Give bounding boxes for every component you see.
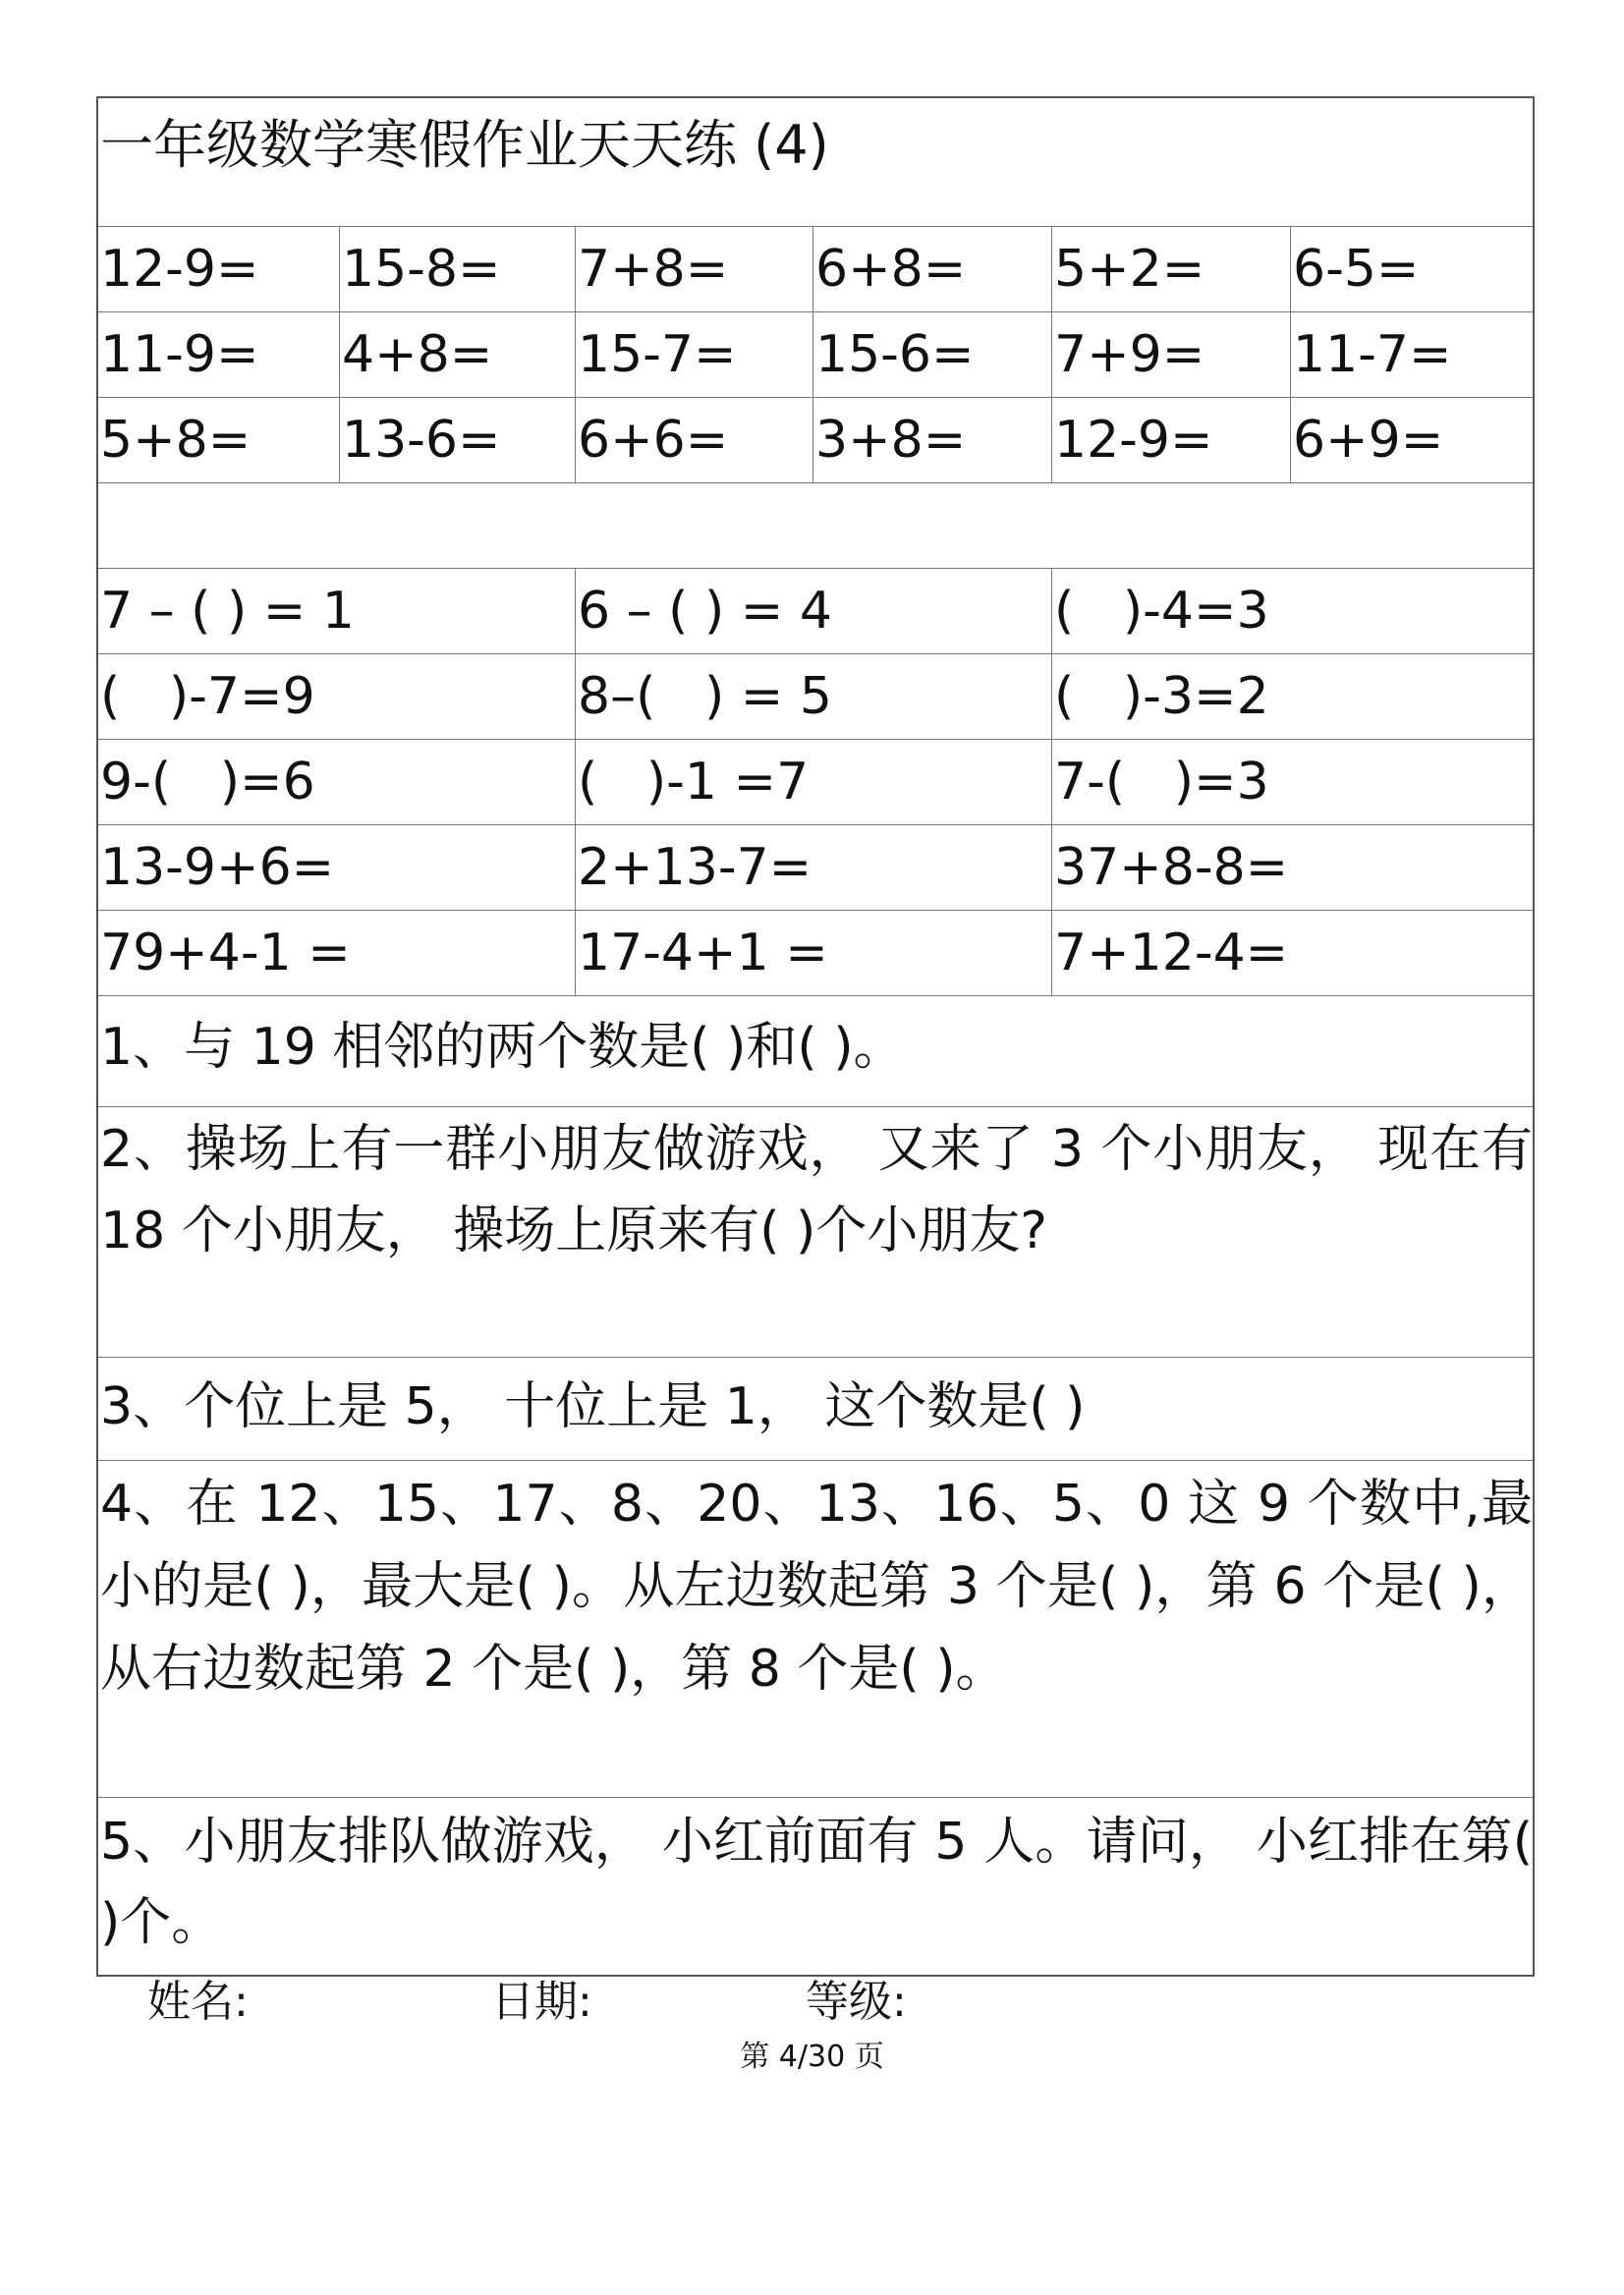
- grid6-row: [98, 226, 1533, 311]
- worksheet-table: [96, 96, 1535, 1977]
- question-2: 2、操场上有一群小朋友做游戏， 又来了 3 个小朋友， 现在有 18 个小朋友， 操场上原来有( )个小朋友?: [100, 1120, 1533, 1260]
- name-label: 姓名:: [147, 1977, 249, 2027]
- problem-cell[interactable]: 37+8-8=: [1051, 825, 1533, 910]
- problem-cell[interactable]: 79+4-1 =: [100, 924, 351, 982]
- question-3: 3、个位上是 5， 十位上是 1， 这个数是( ): [100, 1377, 1086, 1436]
- problem-cell[interactable]: 7+9=: [1051, 312, 1290, 397]
- question-4: 4、在 12、15、17、8、20、13、16、5、0 这 9 个数中,最小的是( )，最大是( )。从左边数起第 3 个是( )，第 6 个是( )，从右边数起第 2 个是( )，第 8 个是( )。: [100, 1475, 1533, 1699]
- problem-cell[interactable]: 5+8=: [100, 411, 252, 470]
- grid3-row: [98, 739, 1533, 824]
- problem-cell[interactable]: 7+8=: [575, 227, 812, 311]
- problem-cell[interactable]: 15-6=: [812, 312, 1051, 397]
- page-number: 第 4/30 页: [740, 2040, 884, 2074]
- problem-cell[interactable]: 6+6=: [575, 398, 812, 482]
- grid3-row: [98, 824, 1533, 910]
- title-row: [98, 98, 1533, 226]
- date-label: 日期:: [491, 1977, 592, 2027]
- grid6-row: [98, 311, 1533, 397]
- worksheet-title: 一年级数学寒假作业天天练 (4): [100, 114, 829, 176]
- problem-cell[interactable]: ( )-4=3: [1051, 569, 1533, 653]
- problem-cell[interactable]: 11-9=: [100, 325, 259, 384]
- blank-cell: [98, 483, 1533, 568]
- problem-cell[interactable]: 5+2=: [1051, 227, 1290, 311]
- problem-cell[interactable]: 17-4+1 =: [575, 911, 1051, 995]
- problem-cell[interactable]: 6+9=: [1290, 398, 1533, 482]
- problem-cell[interactable]: 3+8=: [812, 398, 1051, 482]
- problem-cell[interactable]: 15-8=: [339, 227, 575, 311]
- problem-cell[interactable]: 7-( )=3: [1051, 740, 1533, 824]
- problem-cell[interactable]: 11-7=: [1290, 312, 1533, 397]
- question-row: [98, 1106, 1533, 1357]
- grid3-row: [98, 568, 1533, 653]
- problem-cell[interactable]: 8–( ) = 5: [575, 654, 1051, 739]
- question-row: [98, 1460, 1533, 1797]
- question-row: [98, 1797, 1533, 1975]
- question-row: [98, 1357, 1533, 1460]
- problem-cell[interactable]: 6-5=: [1290, 227, 1533, 311]
- question-5: 5、小朋友排队做游戏， 小红前面有 5 人。请问， 小红排在第( )个。: [100, 1813, 1533, 1952]
- problem-cell[interactable]: 12-9=: [1051, 398, 1290, 482]
- blank-row: [98, 482, 1533, 568]
- question-1: 1、与 19 相邻的两个数是( )和( )。: [100, 1018, 905, 1077]
- problem-cell[interactable]: 6 – ( ) = 4: [575, 569, 1051, 653]
- problem-cell[interactable]: ( )-3=2: [1051, 654, 1533, 739]
- question-row: [98, 995, 1533, 1106]
- problem-cell[interactable]: 13-6=: [339, 398, 575, 482]
- grid6-row: [98, 397, 1533, 482]
- grid3-row: [98, 910, 1533, 995]
- problem-cell[interactable]: 4+8=: [339, 312, 575, 397]
- problem-cell[interactable]: ( )-7=9: [100, 667, 315, 726]
- problem-cell[interactable]: 15-7=: [575, 312, 812, 397]
- problem-cell[interactable]: 12-9=: [100, 240, 259, 299]
- grid3-row: [98, 653, 1533, 739]
- problem-cell[interactable]: 13-9+6=: [100, 838, 335, 897]
- problem-cell[interactable]: 7+12-4=: [1051, 911, 1533, 995]
- grade-label: 等级:: [806, 1977, 907, 2027]
- problem-cell[interactable]: 9-( )=6: [100, 753, 315, 812]
- problem-cell[interactable]: 6+8=: [812, 227, 1051, 311]
- problem-cell[interactable]: 7 – ( ) = 1: [100, 582, 355, 641]
- problem-cell[interactable]: ( )-1 =7: [575, 740, 1051, 824]
- problem-cell[interactable]: 2+13-7=: [575, 825, 1051, 910]
